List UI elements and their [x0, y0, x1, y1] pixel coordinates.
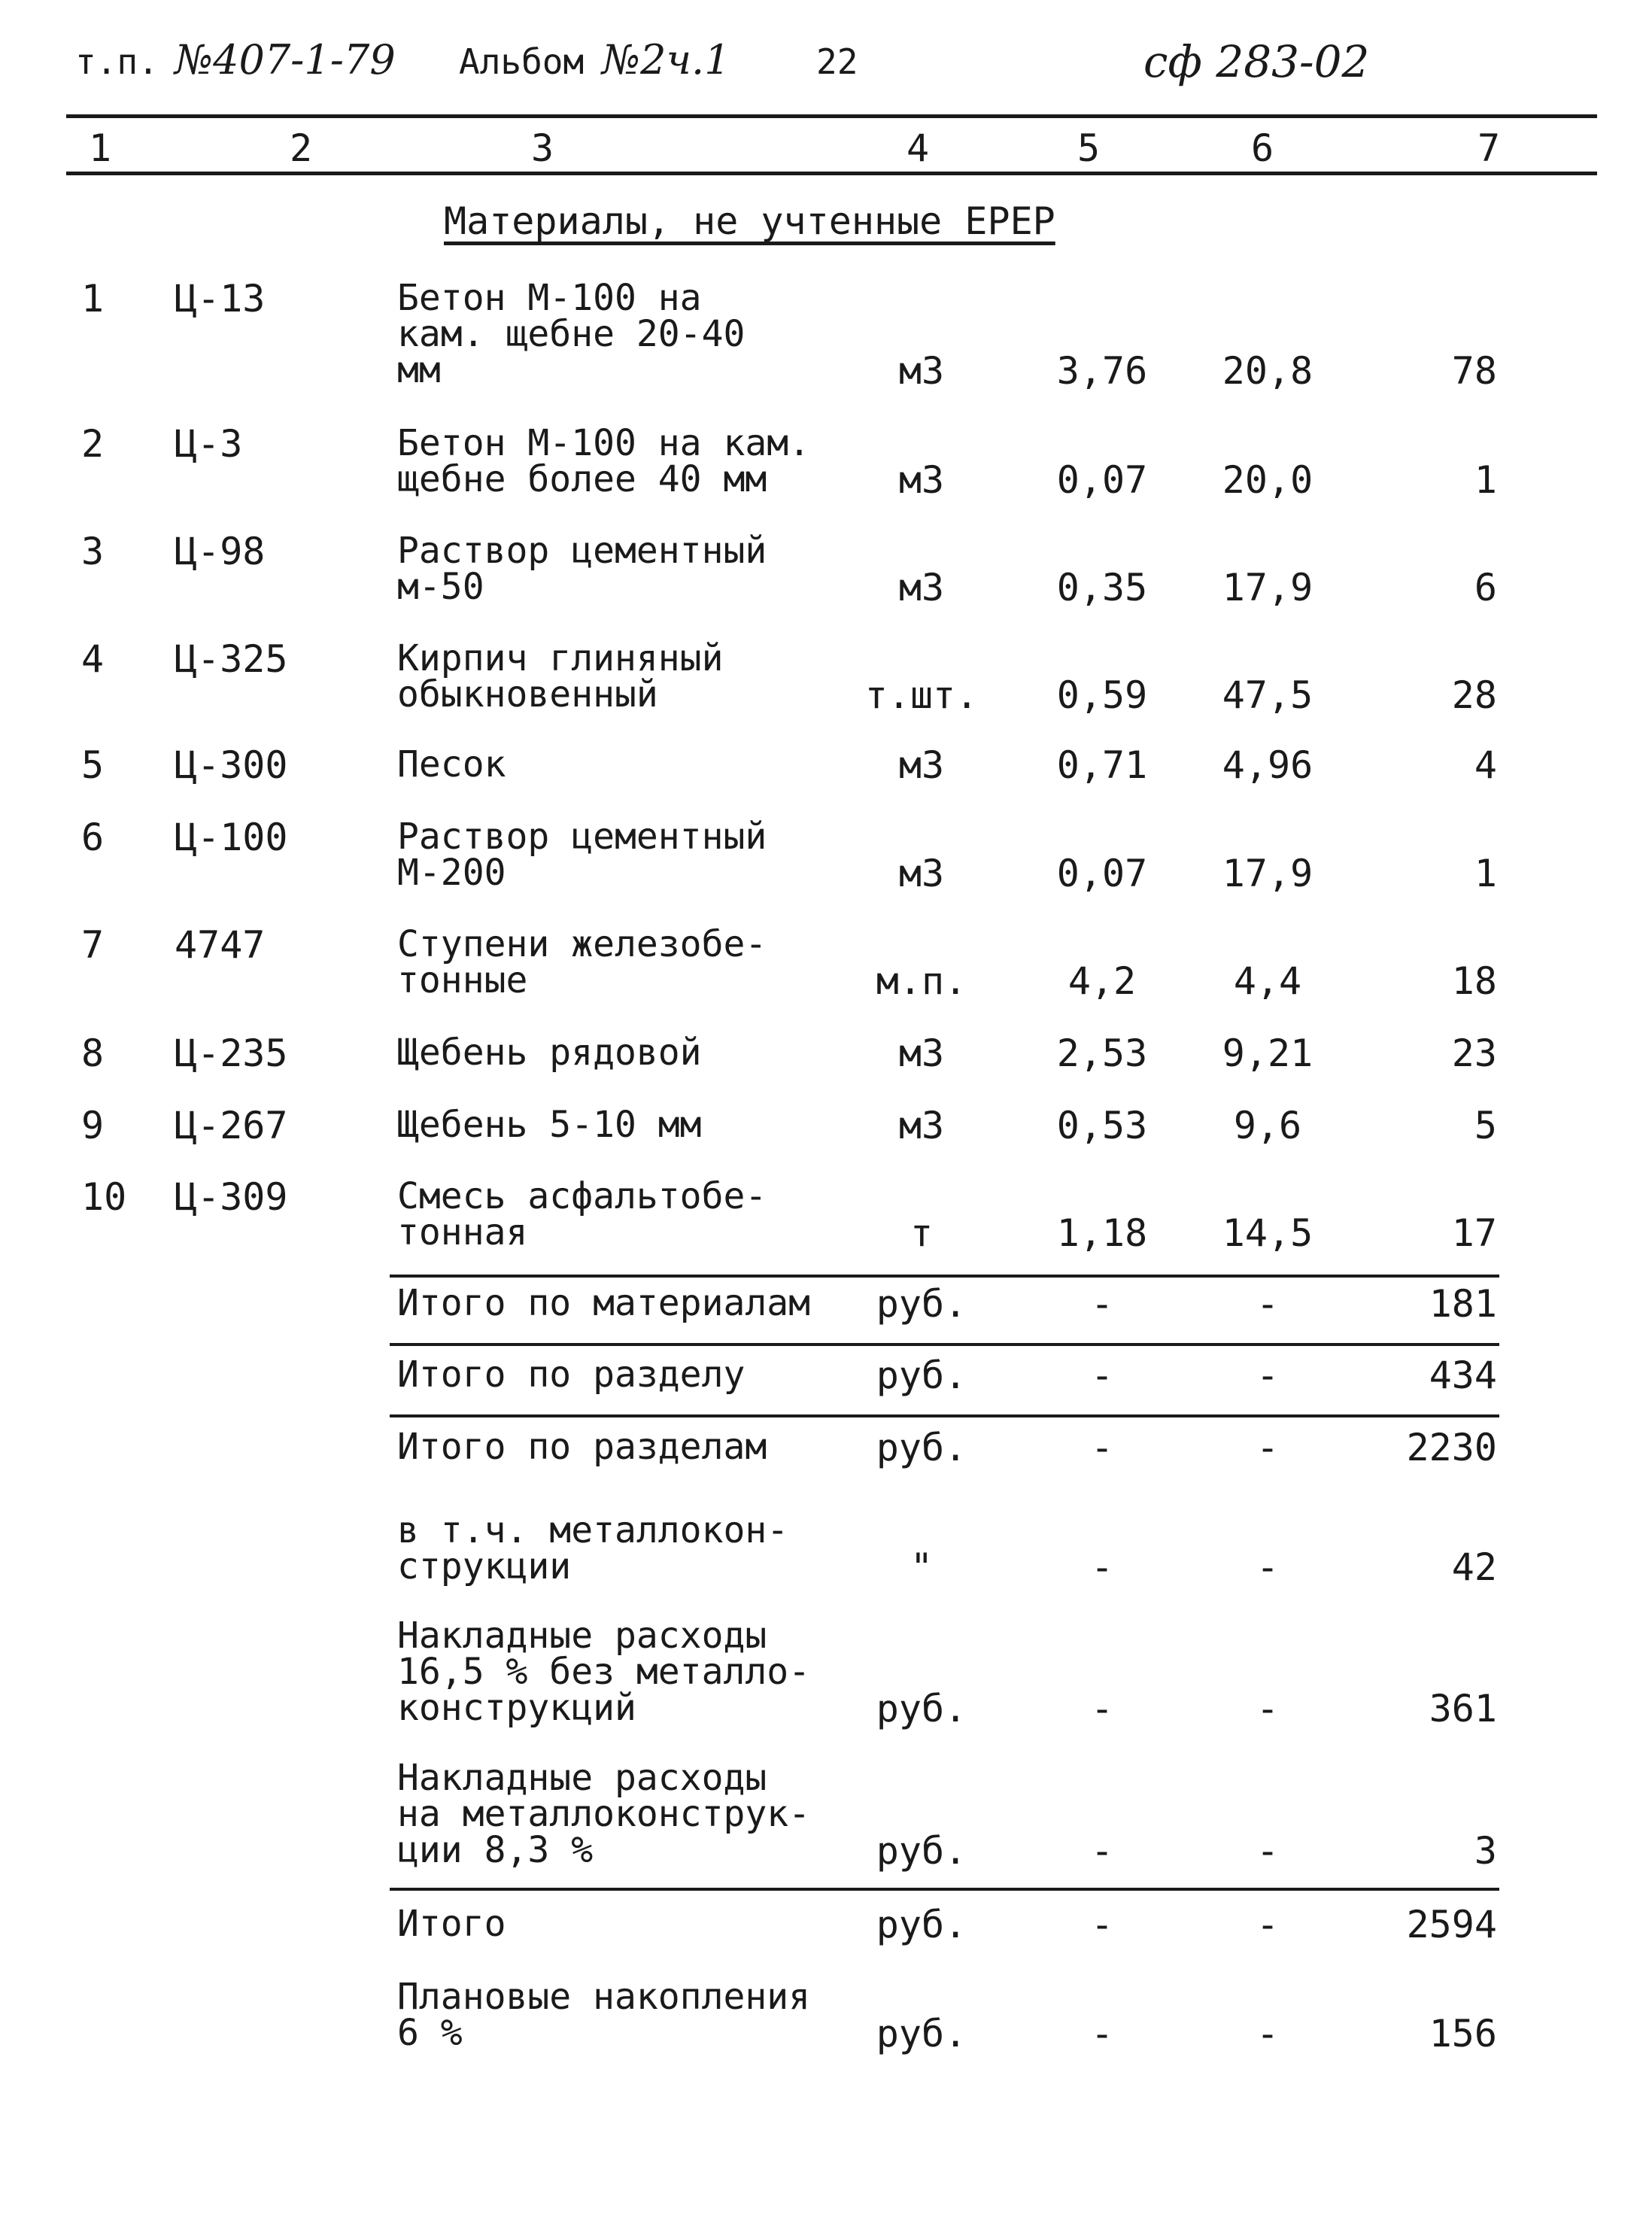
total-cell: 28	[1451, 673, 1497, 717]
unit-cell: м3	[898, 566, 945, 609]
unit-cell: м3	[898, 349, 945, 393]
code-cell: 4747	[175, 923, 266, 967]
total-name-cell: Итого по материалам	[397, 1282, 811, 1324]
total-cell: 6	[1474, 566, 1497, 609]
header-rule	[66, 114, 1597, 118]
material-name-cell: Раствор цементный М-200	[397, 816, 767, 894]
total-cell: 156	[1429, 2012, 1497, 2055]
price-cell: 17,9	[1222, 852, 1313, 895]
row-number-cell: 9	[81, 1104, 105, 1147]
price-cell: -	[1256, 1354, 1280, 1397]
price-cell: 20,8	[1222, 349, 1313, 393]
code-cell: Ц-309	[175, 1175, 288, 1219]
totals-separator-rule	[390, 1414, 1499, 1417]
price-cell: 9,6	[1233, 1104, 1302, 1147]
material-name-cell: Щебень рядовой	[397, 1032, 702, 1074]
unit-cell: руб.	[876, 2012, 967, 2055]
header-page-number: 22	[816, 41, 858, 82]
column-number-6: 6	[1251, 126, 1274, 170]
unit-cell: руб.	[876, 1829, 967, 1873]
unit-cell: т	[910, 1211, 934, 1255]
quantity-cell: -	[1090, 1426, 1114, 1469]
price-cell: 9,21	[1222, 1032, 1313, 1075]
quantity-cell: 0,59	[1056, 673, 1148, 717]
unit-cell: м3	[898, 458, 945, 502]
material-name-cell: Бетон М-100 на кам. щебне 20-40 мм	[397, 277, 746, 391]
quantity-cell: -	[1090, 1282, 1114, 1326]
unit-cell: руб.	[876, 1282, 967, 1326]
column-number-5: 5	[1077, 126, 1101, 170]
column-number-1: 1	[89, 126, 112, 170]
unit-cell: т.шт.	[864, 673, 979, 717]
price-cell: 4,96	[1222, 743, 1313, 787]
total-cell: 2594	[1406, 1903, 1497, 1946]
row-number-cell: 10	[81, 1175, 127, 1219]
unit-cell: м3	[898, 852, 945, 895]
total-cell: 4	[1474, 743, 1497, 787]
total-cell: 23	[1451, 1032, 1497, 1075]
total-name-cell: Итого	[397, 1903, 506, 1945]
row-number-cell: 8	[81, 1032, 105, 1075]
row-number-cell: 1	[81, 277, 105, 321]
quantity-cell: -	[1090, 1903, 1114, 1946]
price-cell: 17,9	[1222, 566, 1313, 609]
unit-cell: руб.	[876, 1354, 967, 1397]
total-cell: 2230	[1406, 1426, 1497, 1469]
unit-cell: м3	[898, 1104, 945, 1147]
price-cell: 4,4	[1233, 959, 1302, 1003]
row-number-cell: 4	[81, 637, 105, 681]
quantity-cell: 0,71	[1056, 743, 1148, 787]
header-album-label: Альбом	[459, 41, 585, 82]
quantity-cell: -	[1090, 1354, 1114, 1397]
totals-separator-rule	[390, 1343, 1499, 1346]
unit-cell: м3	[898, 743, 945, 787]
column-header-rule	[66, 172, 1597, 175]
unit-cell: м3	[898, 1032, 945, 1075]
quantity-cell: -	[1090, 2012, 1114, 2055]
quantity-cell: 4,2	[1067, 959, 1137, 1003]
quantity-cell: -	[1090, 1545, 1114, 1589]
code-cell: Ц-98	[175, 530, 266, 573]
price-cell: -	[1256, 1903, 1280, 1946]
unit-cell: "	[910, 1545, 934, 1589]
total-cell: 1	[1474, 852, 1497, 895]
total-name-cell: Накладные расходы на металлоконструк- ции 8,3 %	[397, 1757, 811, 1871]
code-cell: Ц-3	[175, 422, 243, 466]
total-cell: 434	[1429, 1354, 1497, 1397]
quantity-cell: -	[1090, 1687, 1114, 1730]
total-cell: 78	[1451, 349, 1497, 393]
total-cell: 5	[1474, 1104, 1497, 1147]
code-cell: Ц-300	[175, 743, 288, 787]
header-tp-label: т.п.	[75, 41, 159, 82]
quantity-cell: 3,76	[1056, 349, 1148, 393]
unit-cell: руб.	[876, 1426, 967, 1469]
quantity-cell: 0,53	[1056, 1104, 1148, 1147]
row-number-cell: 6	[81, 816, 105, 859]
column-number-4: 4	[906, 126, 930, 170]
header-code: сф 283-02	[1143, 36, 1370, 87]
row-number-cell: 7	[81, 923, 105, 967]
quantity-cell: 0,07	[1056, 852, 1148, 895]
quantity-cell: 0,35	[1056, 566, 1148, 609]
total-cell: 17	[1451, 1211, 1497, 1255]
quantity-cell: 1,18	[1056, 1211, 1148, 1255]
total-cell: 18	[1451, 959, 1497, 1003]
totals-separator-rule	[390, 1275, 1499, 1278]
unit-cell: руб.	[876, 1687, 967, 1730]
code-cell: Ц-100	[175, 816, 288, 859]
total-name-cell: Плановые накопления 6 %	[397, 1976, 811, 2054]
quantity-cell: -	[1090, 1829, 1114, 1873]
total-cell: 3	[1474, 1829, 1497, 1873]
code-cell: Ц-267	[175, 1104, 288, 1147]
unit-cell: м.п.	[876, 959, 967, 1003]
total-name-cell: Итого по разделам	[397, 1426, 767, 1468]
material-name-cell: Смесь асфальтобе- тонная	[397, 1175, 767, 1253]
code-cell: Ц-235	[175, 1032, 288, 1075]
price-cell: -	[1256, 1687, 1280, 1730]
column-number-3: 3	[531, 126, 554, 170]
total-name-cell: Накладные расходы 16,5 % без металло- конструкций	[397, 1615, 811, 1729]
price-cell: -	[1256, 1829, 1280, 1873]
price-cell: -	[1256, 2012, 1280, 2055]
row-number-cell: 3	[81, 530, 105, 573]
column-number-2: 2	[290, 126, 313, 170]
header-album-number: №2ч.1	[602, 36, 730, 84]
totals-separator-rule	[390, 1888, 1499, 1891]
quantity-cell: 0,07	[1056, 458, 1148, 502]
total-cell: 1	[1474, 458, 1497, 502]
material-name-cell: Песок	[397, 743, 506, 785]
total-name-cell: в т.ч. металлокон- струкции	[397, 1509, 789, 1588]
material-name-cell: Щебень 5-10 мм	[397, 1104, 702, 1146]
total-cell: 42	[1451, 1545, 1497, 1589]
price-cell: -	[1256, 1545, 1280, 1589]
quantity-cell: 2,53	[1056, 1032, 1148, 1075]
row-number-cell: 2	[81, 422, 105, 466]
total-cell: 361	[1429, 1687, 1497, 1730]
header-tp-number: №407-1-79	[175, 36, 396, 84]
material-name-cell: Кирпич глиняный обыкновенный	[397, 637, 724, 716]
material-name-cell: Ступени железобе- тонные	[397, 923, 767, 1001]
column-number-7: 7	[1477, 126, 1501, 170]
price-cell: -	[1256, 1426, 1280, 1469]
material-name-cell: Бетон М-100 на кам. щебне более 40 мм	[397, 422, 811, 500]
price-cell: 20,0	[1222, 458, 1313, 502]
total-cell: 181	[1429, 1282, 1497, 1326]
total-name-cell: Итого по разделу	[397, 1354, 746, 1396]
price-cell: 14,5	[1222, 1211, 1313, 1255]
code-cell: Ц-13	[175, 277, 266, 321]
unit-cell: руб.	[876, 1903, 967, 1946]
price-cell: -	[1256, 1282, 1280, 1326]
price-cell: 47,5	[1222, 673, 1313, 717]
section-title: Материалы, не учтенные ЕРЕР	[444, 199, 1055, 243]
row-number-cell: 5	[81, 743, 105, 787]
material-name-cell: Раствор цементный м-50	[397, 530, 767, 608]
code-cell: Ц-325	[175, 637, 288, 681]
